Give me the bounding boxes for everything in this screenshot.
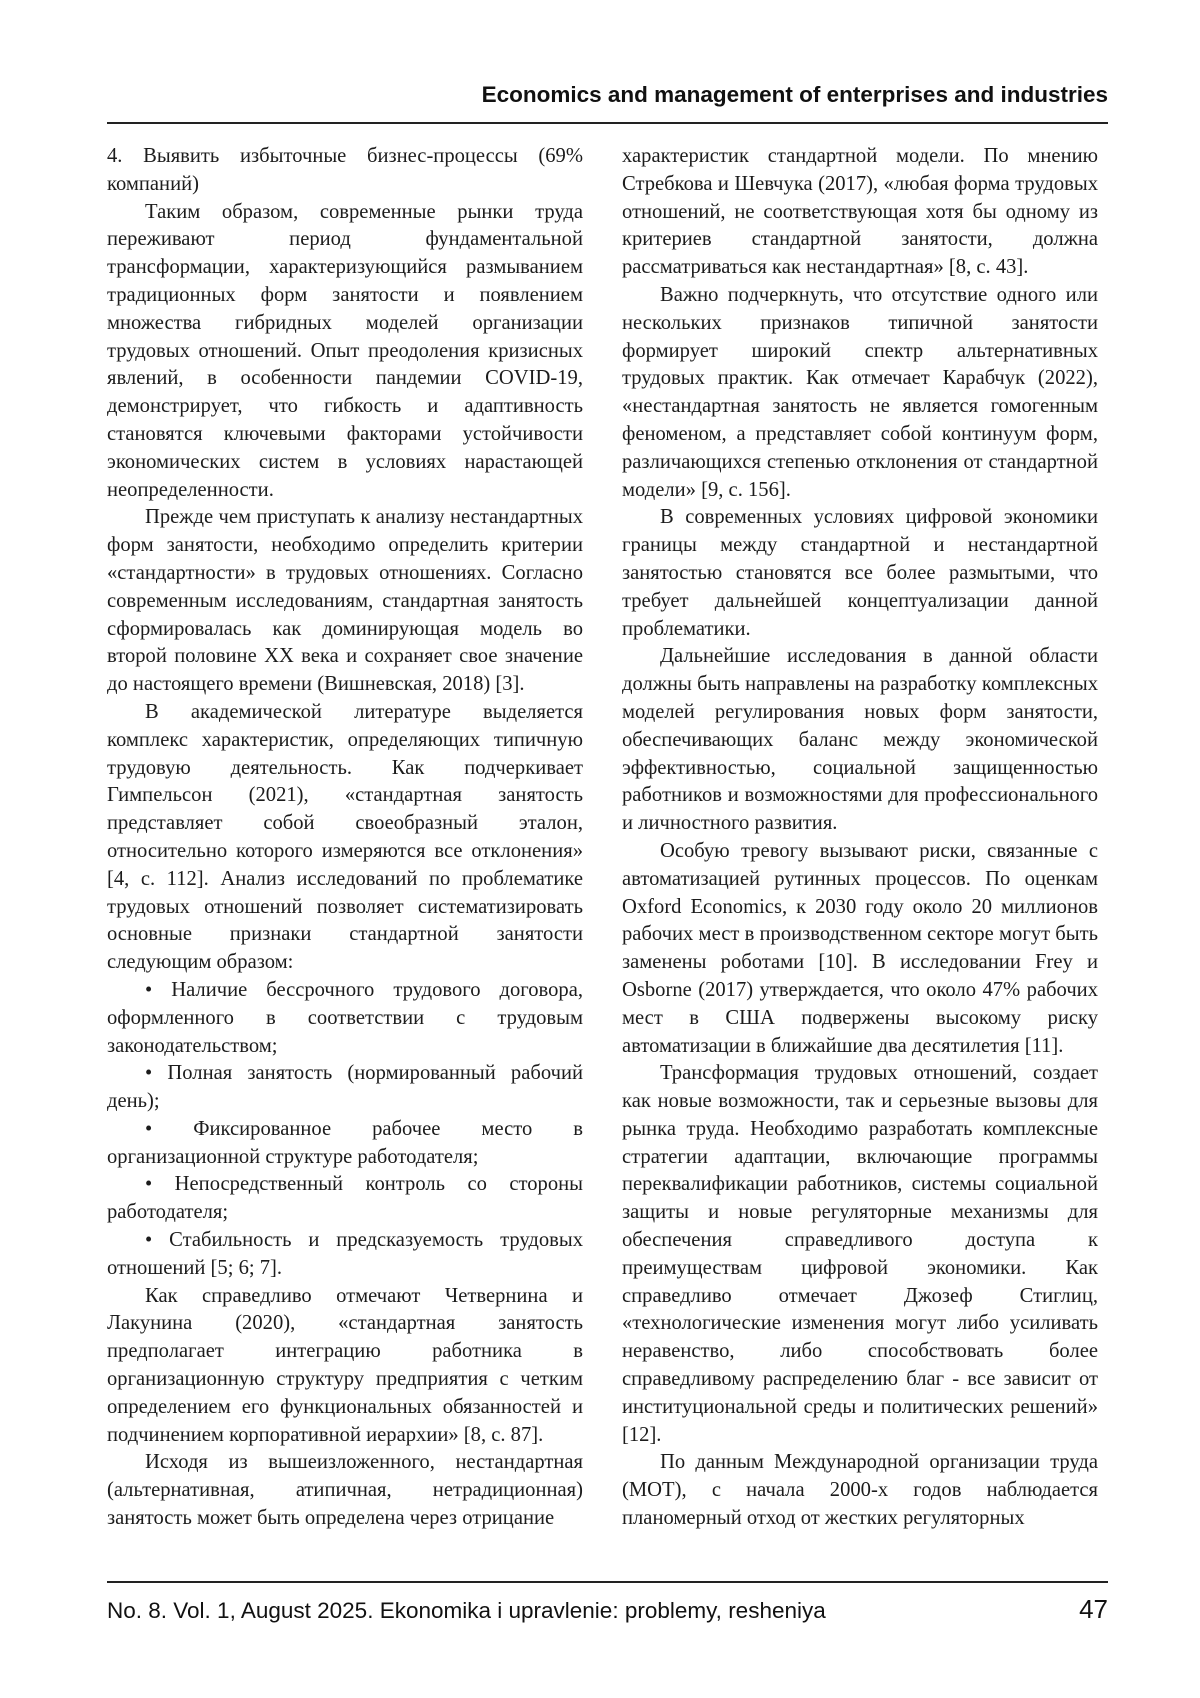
paragraph: Таким образом, современные рынки труда переживают период фундаментальной трансформации, характеризующийся размыванием традиционных форм занятости и появлением множества гибридных моделей организации трудовых отношений. Опыт преодоления кризисных явлений, в особенности пандемии COVID-19, демонстрирует, что гибкость и адаптивность становятся ключевыми факторами устойчивости экономических систем в условиях нарастающей неопределенности. (107, 200, 583, 501)
paragraph: Как справедливо отмечают Четвернина и Лакунина (2020), «стандартная занятость предполагает интеграцию работника в организационную структуру предприятия с четким определением его функциональных обязанностей и подчинением корпоративной иерархии» [8, с. 87]. (107, 1284, 583, 1446)
paragraph: Особую тревогу вызывают риски, связанные с автоматизацией рутинных процессов. По оценкам Oxford Economics, к 2030 году около 20 миллионов рабочих мест в производственном секторе могут быть заменены роботами [10]. В исследовании Frey и Osborne (2017) утверждается, что около 47% рабочих мест в США подвержены высокому риску автоматизации в ближайшие два десятилетия [11]. (622, 839, 1098, 1057)
paragraph: Трансформация трудовых отношений, создает как новые возможности, так и серьезные вызовы для рынка труда. Необходимо разработать комплексные стратегии адаптации, включающие программы переквалификации работников, системы социальной защиты и новые регуляторные механизмы для обеспечения справедливого доступа к преимуществам цифровой экономики. Как справедливо отмечает Джозеф Стиглиц, «технологические изменения могут либо усиливать неравенство, либо способствовать более справедливому распределению благ - все зависит от институциональной среды и политических решений» [12]. (622, 1062, 1098, 1446)
paragraph: Исходя из вышеизложенного, нестандартная (альтернативная, атипичная, нетрадиционная) занятость может быть определена через отрицание (107, 1451, 583, 1530)
paragraph: В академической литературе выделяется комплекс характеристик, определяющих типичную трудовую деятельность. Как подчеркивает Гимпельсон (2021), «стандартная занятость представляет собой своеобразный эталон, относительно которого измеряются все отклонения» [4, с. 112]. Анализ исследований по проблематике трудовых отношений позволяет систематизировать основные признаки стандартной занятости следующим образом: (107, 700, 583, 974)
paragraph: Дальнейшие исследования в данной области должны быть направлены на разработку комплексных моделей регулирования новых форм занятости, обеспечивающих баланс между экономической эффективностью, социальной защищенностью работников и возможностями для профессионального и личностного развития. (622, 645, 1098, 835)
paragraph: 4. Выявить избыточные бизнес-процессы (69% компаний) (107, 145, 583, 195)
paragraph: характеристик стандартной модели. По мнению Стребкова и Шевчука (2017), «любая форма трудовых отношений, не соответствующая хотя бы одному из критериев стандартной занятости, должна рассматриваться как нестандартная» [8, с. 43]. (622, 145, 1098, 279)
list-item: • Стабильность и предсказуемость трудовых отношений [5; 6; 7]. (107, 1229, 583, 1279)
list-item: • Непосредственный контроль со стороны работодателя; (107, 1173, 583, 1224)
running-header: Economics and management of enterprises and industries (481, 82, 1108, 107)
paragraph: Важно подчеркнуть, что отсутствие одного или нескольких признаков типичной занятости формирует широкий спектр альтернативных трудовых практик. Как отмечает Карабчук (2022), «нестандартная занятость не является гомогенным феноменом, а представляет собой континуум форм, различающихся степенью отклонения от стандартной модели» [9, с. 156]. (622, 283, 1098, 501)
page-number: 47 (1079, 1594, 1108, 1624)
list-item: • Фиксированное рабочее место в организационной структуре работодателя; (107, 1117, 583, 1168)
journal-citation: No. 8. Vol. 1, August 2025. Ekonomika i upravlenie: problemy, resheniya (107, 1598, 826, 1623)
page-footer (107, 1594, 1108, 1625)
header-rule (107, 122, 1108, 124)
paragraph: В современных условиях цифровой экономики границы между стандартной и нестандартной занятостью становятся все более размытыми, что требует дальнейшей концептуализации данной проблематики. (622, 506, 1098, 640)
list-item: • Полная занятость (нормированный рабочий день); (107, 1062, 583, 1113)
list-item: • Наличие бессрочного трудового договора, оформленного в соответствии с трудовым законодательством; (107, 978, 583, 1057)
paragraph: По данным Международной организации труда (МОТ), с начала 2000-х годов наблюдается планомерный отход от жестких регуляторных (622, 1451, 1098, 1530)
footer-rule (107, 1581, 1108, 1583)
left-column (107, 143, 583, 1533)
right-column (622, 143, 1098, 1533)
paragraph: Прежде чем приступать к анализу нестандартных форм занятости, необходимо определить критерии «стандартности» в трудовых отношениях. Согласно современным исследованиям, стандартная занятость сформировалась как доминирующая модель во второй половине XX века и сохраняет свое значение до настоящего времени (Вишневская, 2018) [3]. (107, 506, 583, 696)
